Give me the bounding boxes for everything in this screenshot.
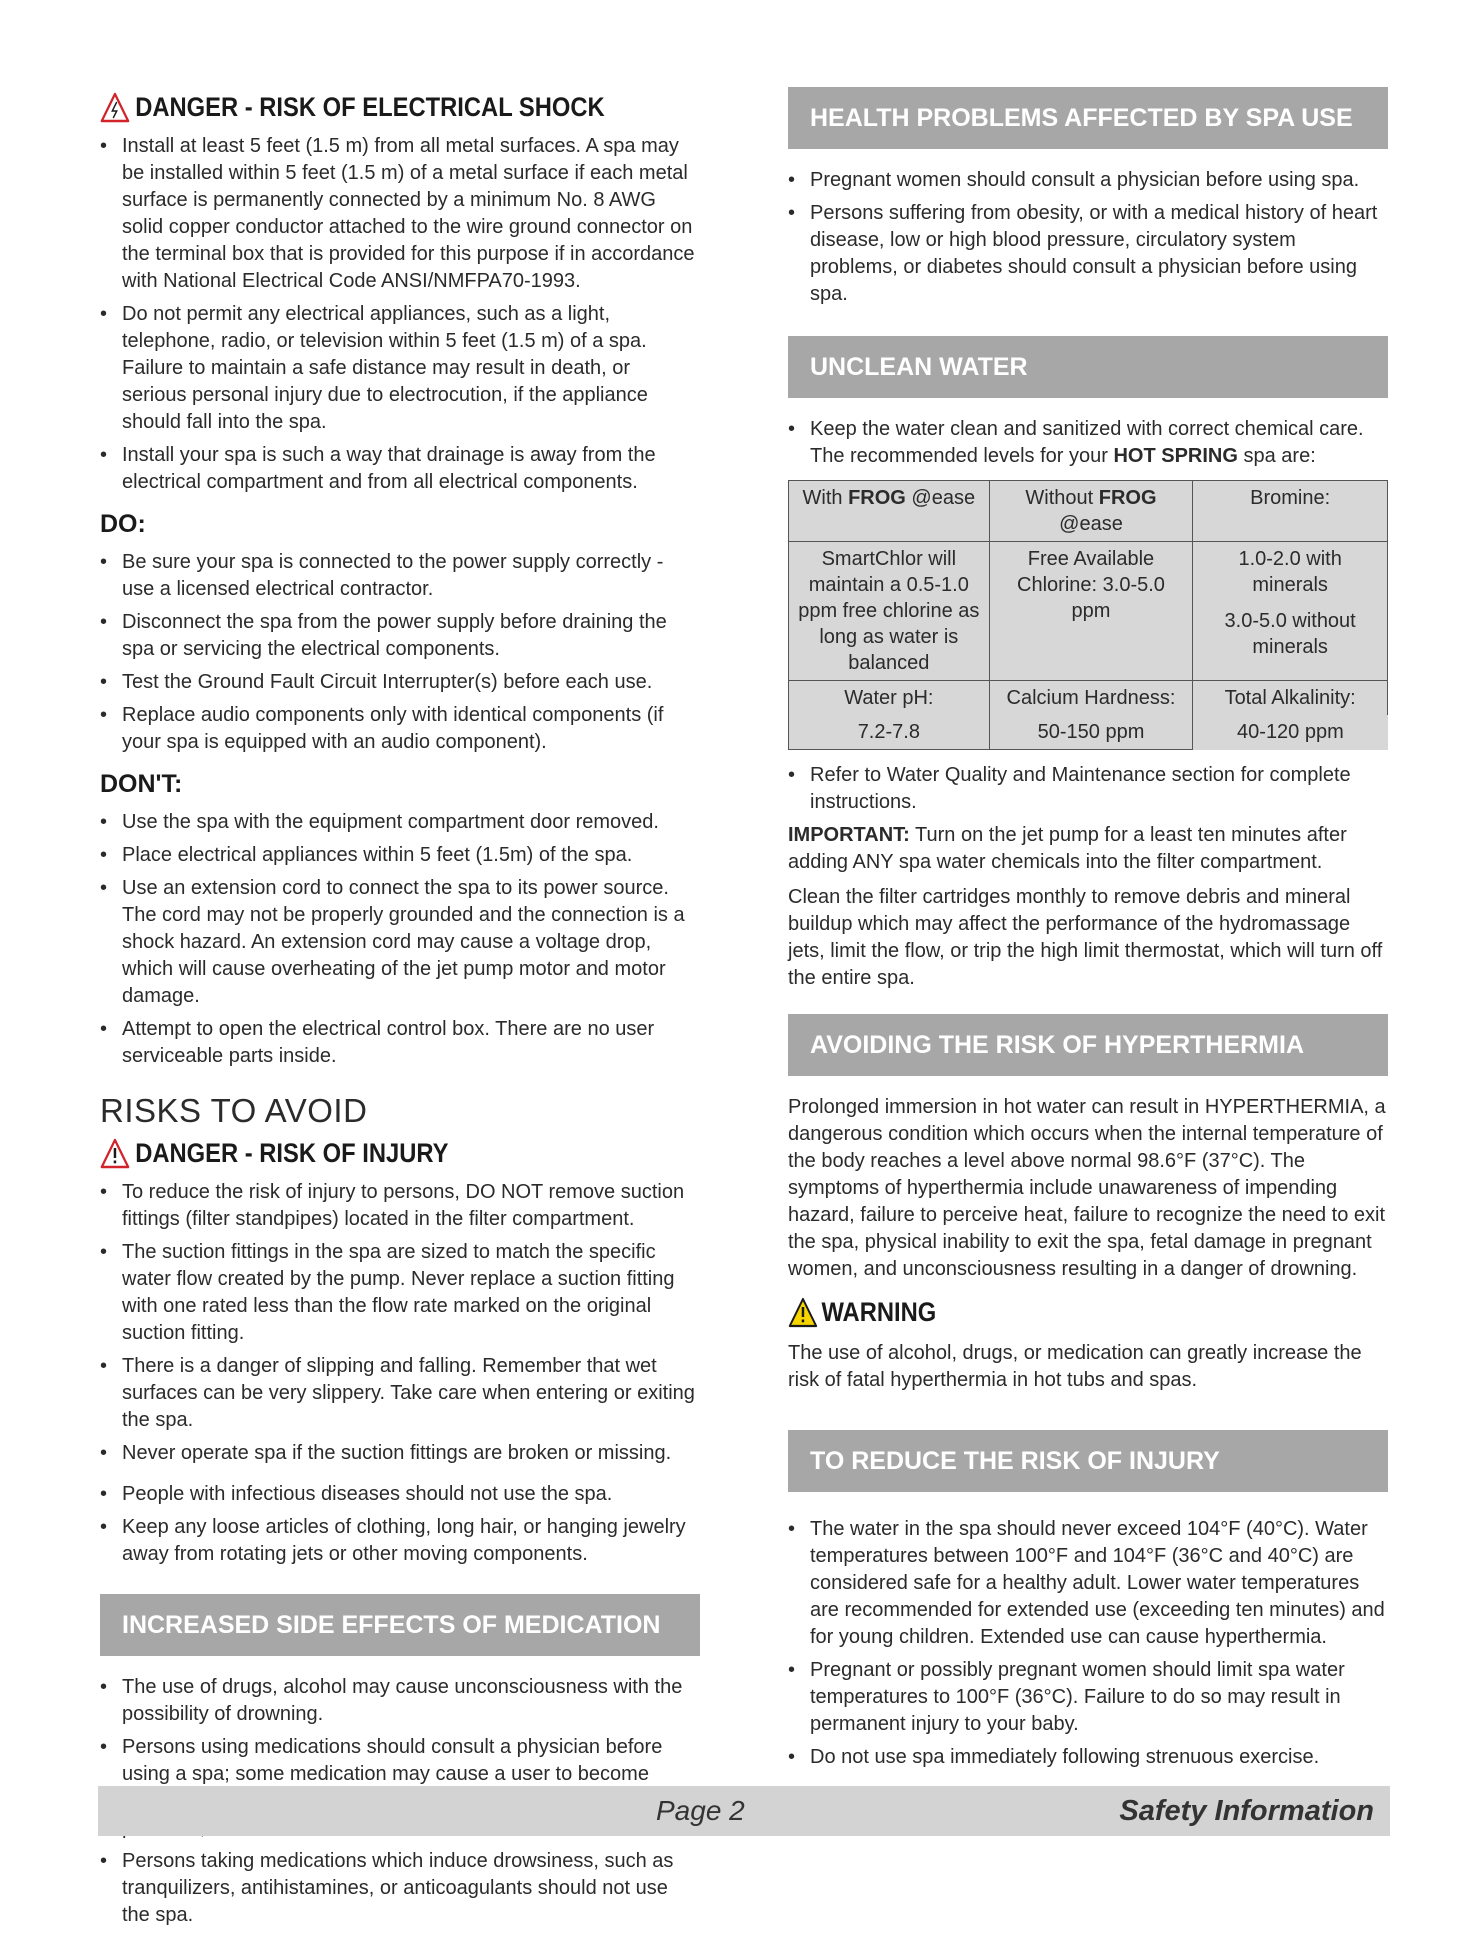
bromine-without-value: 3.0-5.0 without minerals [1224, 610, 1356, 658]
list-item [788, 416, 1388, 470]
list-item: • Attempt to open the electrical control box. There are no user serviceable parts inside. [100, 1016, 700, 1070]
important-label: IMPORTANT: [788, 824, 910, 846]
bromine-with-value: 1.0-2.0 with minerals [1238, 548, 1342, 596]
list-item: • People with infectious diseases should not use the spa. [100, 1481, 700, 1508]
brand-name: HOT SPRING [1113, 445, 1238, 467]
list-item: • Do not permit any electrical appliances, such as a light, telephone, radio, or television within 5 feet (1.5 m) of a spa. Failure to maintain a safe distance may result in death, or serious personal injury due to electrocution, if the appliance should fall into the spa. [100, 301, 700, 436]
list-item: • Be sure your spa is connected to the power supply correctly - use a licensed electrical contractor. [100, 549, 700, 603]
health-list [788, 167, 1388, 308]
warning-triangle-icon [100, 1138, 130, 1169]
list-item: • Use the spa with the equipment compartment door removed. [100, 809, 700, 836]
page-footer [98, 1786, 1390, 1836]
list-item: • The water in the spa should never exceed 104°F (40°C). Water temperatures between 100°F and 104°F (36°C and 40°C) are considered safe for a healthy adult. Lower water temperatures are recommended for extended use (exceeding ten minutes) and for young children. Extended use can cause hyperthermia. [788, 1516, 1388, 1651]
water-levels-table [788, 480, 1388, 750]
list-item: • The suction fittings in the spa are sized to match the specific water flow created by the pump. Never replace a suction fitting with one rated less than the flow rate marked on the original suction fitting. [100, 1239, 700, 1347]
refer-list [788, 762, 1388, 816]
list-item: • Pregnant women should consult a physician before using spa. [788, 167, 1388, 194]
table-header-cell: Without FROG @ease [989, 481, 1193, 542]
important-text: Turn on the jet pump for a least ten minutes after adding ANY spa water chemicals into the filter compartment. [788, 824, 1347, 873]
list-item: • There is a danger of slipping and falling. Remember that wet surfaces can be very slippery. Take care when entering or exiting the spa. [100, 1353, 700, 1434]
table-header-cell: With FROG @ease [789, 481, 990, 542]
table-cell: Total Alkalinity: [1193, 681, 1388, 716]
list-item: • Persons taking medications which induce drowsiness, such as tranquilizers, antihistamines, or anticoagulants should not use the spa. [100, 1848, 700, 1929]
warning-text: The use of alcohol, drugs, or medication can greatly increase the risk of fatal hyperthermia in hot tubs and spas. [788, 1342, 1362, 1391]
reduce-injury-bar: TO REDUCE THE RISK OF INJURY [788, 1430, 1388, 1492]
hyperthermia-bar: AVOIDING THE RISK OF HYPERTHERMIA [788, 1014, 1388, 1076]
risk-of-injury-heading [100, 1138, 628, 1169]
table-row [789, 481, 1388, 542]
list-item: • Install your spa is such a way that drainage is away from the electrical compartment and from all electrical components. [100, 442, 700, 496]
warning-icon [788, 1297, 818, 1328]
electrical-shock-list [100, 133, 700, 496]
warning-heading [788, 1297, 1316, 1328]
list-item: • Disconnect the spa from the power supply before draining the spa or servicing the electrical components. [100, 609, 700, 663]
unclean-list [788, 416, 1388, 470]
electrical-shock-title: DANGER - RISK OF ELECTRICAL SHOCK [135, 92, 605, 122]
risks-to-avoid-heading: RISKS TO AVOID [100, 1092, 368, 1129]
unclean-water-bar: UNCLEAN WATER [788, 336, 1388, 398]
section-title: Safety Information [1119, 1795, 1374, 1827]
unclean-intro-end: spa are: [1237, 445, 1316, 467]
risk-of-injury-title: DANGER - RISK OF INJURY [135, 1138, 449, 1168]
health-problems-bar: HEALTH PROBLEMS AFFECTED BY SPA USE [788, 87, 1388, 149]
list-item: • Test the Ground Fault Circuit Interrupter(s) before each use. [100, 669, 700, 696]
table-cell: 40-120 ppm [1193, 715, 1388, 750]
list-item: • To reduce the risk of injury to persons, DO NOT remove suction fittings (filter standpipes) located in the filter compartment. [100, 1179, 700, 1233]
list-item: • Keep any loose articles of clothing, long hair, or hanging jewelry away from rotating jets or other moving components. [100, 1514, 700, 1568]
page-number: Page 2 [656, 1795, 745, 1826]
list-item: • Replace audio components only with identical components (if your spa is equipped with an audio component). [100, 702, 700, 756]
list-item: • The use of drugs, alcohol may cause unconsciousness with the possibility of drowning. [100, 1674, 700, 1728]
table-cell: 50-150 ppm [989, 715, 1193, 750]
electrical-hazard-icon [100, 92, 130, 123]
table-cell: 7.2-7.8 [789, 715, 990, 750]
list-item: • Place electrical appliances within 5 feet (1.5m) of the spa. [100, 842, 700, 869]
warning-title: WARNING [821, 1297, 937, 1327]
list-item: • Persons using medications should consult a physician before using a spa; some medication may cause a user to become [100, 1734, 700, 1842]
list-item: • Never operate spa if the suction fittings are broken or missing. [100, 1440, 700, 1467]
hyperthermia-text: Prolonged immersion in hot water can result in HYPERTHERMIA, a dangerous condition which occurs when the internal temperature of the body reaches a level above normal 98.6°F (37°C). The symptoms of hyperthermia include unawareness of impending hazard, failure to perceive heat, failure to recognize the need to exit the spa, physical inability to exit the spa, fetal damage in pregnant women, and unconsciousness resulting in a danger of drowning. [788, 1096, 1386, 1280]
medication-section-bar: INCREASED SIDE EFFECTS OF MEDICATION [100, 1594, 700, 1656]
table-row [789, 681, 1388, 716]
filter-note: Clean the filter cartridges monthly to remove debris and mineral buildup which may affect the performance of the hydromassage jets, limit the flow, or trip the high limit thermostat, which will turn off the entire spa. [788, 886, 1383, 989]
list-item: • Use an extension cord to connect the spa to its power source. The cord may not be properly grounded and the connection is a shock hazard. An extension cord may cause a voltage drop, which will cause overheating of the jet pump motor and motor damage. [100, 875, 700, 1010]
table-header-cell: Bromine: [1193, 481, 1388, 542]
do-heading: DO: [100, 510, 146, 538]
unclean-intro-text: Keep the water clean and sanitized with correct chemical care. The recommended levels for your [810, 418, 1364, 467]
dont-heading: DON'T: [100, 770, 183, 798]
table-cell: Water pH: [789, 681, 990, 716]
dont-list [100, 809, 700, 1070]
table-cell [1193, 542, 1388, 681]
list-item: • Do not use spa immediately following strenuous exercise. [788, 1744, 1388, 1771]
list-item: • Persons suffering from obesity, or with a medical history of heart disease, low or high blood pressure, circulatory system problems, or diabetes should consult a physician before using spa. [788, 200, 1388, 308]
table-cell: SmartChlor will maintain a 0.5-1.0 ppm free chlorine as long as water is balanced [789, 542, 990, 681]
list-item: • Pregnant or possibly pregnant women should limit spa water temperatures to 100°F (36°C). Failure to do so may result in permanent injury to your baby. [788, 1657, 1388, 1738]
electrical-shock-heading [100, 92, 628, 123]
left-column [100, 92, 700, 1935]
injury-list [100, 1179, 700, 1568]
list-item: • Install at least 5 feet (1.5 m) from all metal surfaces. A spa may be installed within 5 feet (1.5 m) of a metal surface if each metal surface is permanently connected by a minimum No. 8 AWG solid copper conductor attached to the wire ground connector on the terminal box that is provided for this purpose if in accordance with National Electrical Code ANSI/NMFPA70-1993. [100, 133, 700, 295]
table-cell: Free Available Chlorine: 3.0-5.0 ppm [989, 542, 1193, 681]
right-column [788, 87, 1388, 1777]
important-note [788, 822, 1388, 876]
table-row [789, 542, 1388, 681]
reduce-injury-list [788, 1516, 1388, 1771]
do-list [100, 549, 700, 756]
list-item: • Refer to Water Quality and Maintenance section for complete instructions. [788, 762, 1388, 816]
table-cell: Calcium Hardness: [989, 681, 1193, 716]
table-row [789, 715, 1388, 750]
